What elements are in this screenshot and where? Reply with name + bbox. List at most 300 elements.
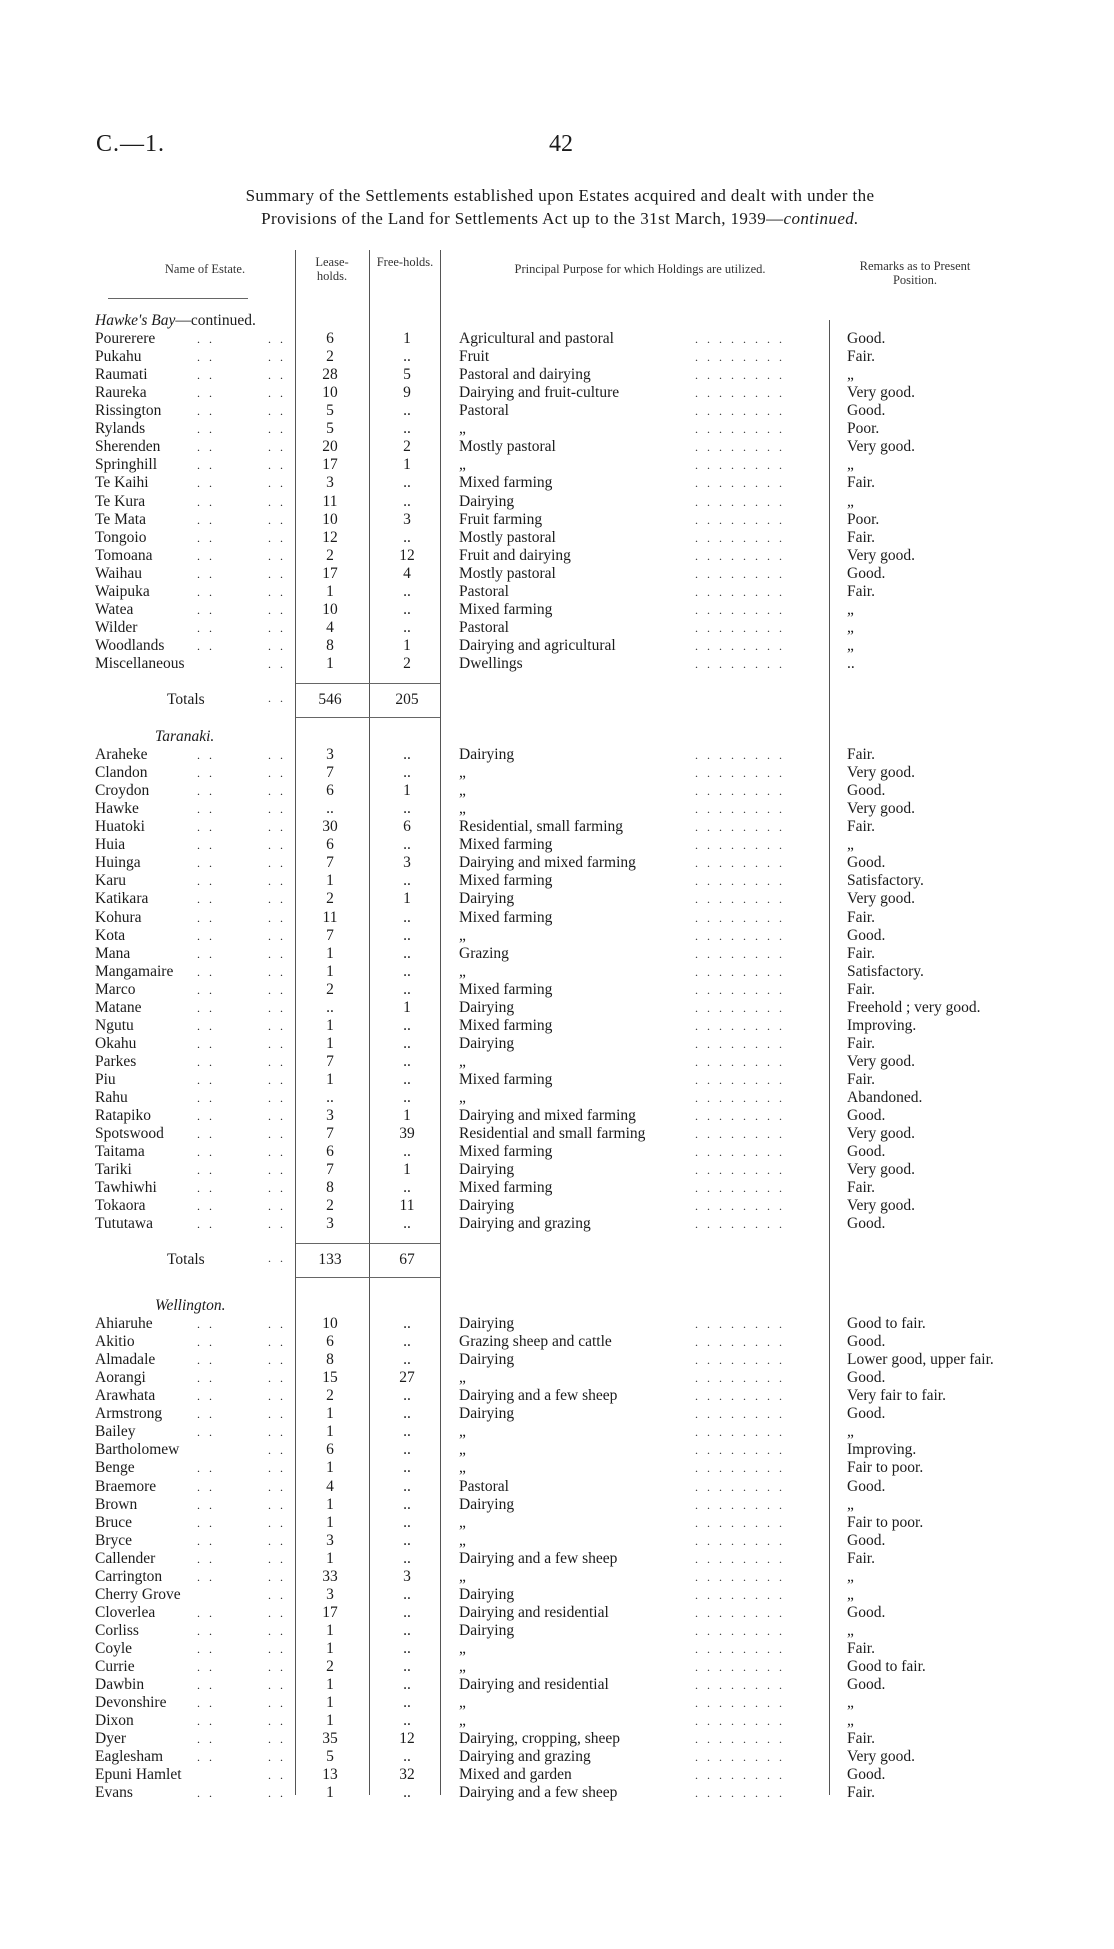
leader-dots: . . . . . . . .	[695, 928, 785, 943]
section-title	[95, 312, 256, 330]
table-row	[95, 1179, 1055, 1197]
holding-purpose: Residential, small farming	[459, 818, 624, 836]
holding-purpose: „	[459, 1369, 466, 1387]
leasehold-count: 3	[326, 1215, 334, 1233]
estate-name: Eaglesham	[95, 1748, 164, 1766]
leader-dots: . . . . . . . .	[695, 1371, 785, 1386]
leader-dots: . . . . . . . .	[695, 1407, 785, 1422]
remarks: Very good.	[847, 1197, 916, 1215]
leader-dots: . .	[268, 1407, 286, 1422]
leader-dots: . . . . . . . .	[695, 1533, 785, 1548]
leasehold-count: 4	[326, 618, 334, 636]
holding-purpose: Dwellings	[459, 654, 523, 672]
remarks: Very good.	[847, 438, 916, 456]
remarks: Good.	[847, 1676, 886, 1694]
freehold-count: 9	[403, 384, 411, 402]
freehold-count: ..	[403, 962, 411, 980]
document-title	[80, 184, 1040, 230]
leasehold-count: 1	[326, 872, 334, 890]
totals-rule-top	[296, 1243, 440, 1244]
leader-dots: . . . . . . . .	[695, 1497, 785, 1512]
leader-dots: . .	[268, 332, 286, 347]
remarks: Very good.	[847, 384, 916, 402]
leasehold-count: 1	[326, 1784, 334, 1802]
holding-purpose: Dairying	[459, 746, 515, 764]
estate-name: Armstrong	[95, 1405, 163, 1423]
estate-name: Katikara	[95, 890, 149, 908]
leader-dots: . .	[197, 1732, 215, 1747]
leader-dots: . .	[197, 1353, 215, 1368]
leasehold-count: 2	[326, 890, 334, 908]
leader-dots: . .	[268, 476, 286, 491]
freehold-count: ..	[403, 474, 411, 492]
estate-name: Evans	[95, 1784, 133, 1802]
leader-dots: . .	[268, 512, 286, 527]
remarks: „	[847, 836, 854, 854]
leader-dots: . . . . . . . .	[695, 1091, 785, 1105]
table-row	[95, 836, 1055, 854]
remarks: „	[847, 1694, 854, 1712]
table-row	[95, 474, 1055, 492]
table-row	[95, 420, 1055, 438]
remarks: Fair.	[847, 980, 875, 998]
leader-dots: . . . . . . . .	[695, 386, 785, 401]
table-row	[95, 1333, 1055, 1351]
table-row	[95, 1622, 1055, 1640]
table-row	[95, 601, 1055, 619]
leader-dots: . .	[197, 584, 215, 599]
header-rule	[108, 298, 248, 299]
remarks: Good to fair.	[847, 1315, 926, 1333]
leasehold-count: ..	[326, 1089, 334, 1106]
leader-dots: . .	[197, 476, 215, 491]
leader-dots: . .	[268, 1768, 286, 1783]
leader-dots: . . . . . . . .	[695, 964, 785, 979]
leader-dots: . .	[197, 1533, 215, 1548]
leader-dots: . .	[197, 1605, 215, 1620]
freehold-count: ..	[403, 1477, 411, 1495]
table-row	[95, 963, 1055, 981]
estate-name: Sherenden	[95, 438, 161, 456]
table-row	[95, 1071, 1055, 1089]
leader-dots: . .	[197, 1036, 215, 1051]
leader-dots: . .	[197, 1696, 215, 1711]
table-row	[95, 402, 1055, 420]
totals-freehold: 67	[399, 1251, 415, 1269]
leasehold-count: 17	[322, 564, 338, 582]
leader-dots: . . . . . . . .	[695, 766, 785, 781]
remarks: Fair.	[847, 582, 875, 600]
leasehold-count: 11	[322, 908, 338, 926]
freehold-count: ..	[403, 1585, 411, 1603]
table-row	[95, 619, 1055, 637]
remarks: Fair.	[847, 1179, 875, 1197]
column-header-leaseholds: Lease-holds.	[315, 255, 349, 283]
leader-dots: . .	[268, 838, 286, 853]
leader-dots: . . . . . . . .	[695, 1786, 785, 1801]
estate-name: Bailey	[95, 1423, 136, 1441]
leader-dots: . .	[268, 1054, 286, 1069]
leasehold-count: 13	[322, 1766, 338, 1784]
freehold-count: ..	[403, 1016, 411, 1034]
leader-dots: . .	[268, 1551, 286, 1566]
holding-purpose: Dairying and a few sheep	[459, 1784, 618, 1802]
leasehold-count: 12	[322, 528, 338, 546]
leader-dots: . .	[197, 512, 215, 527]
leader-dots: . .	[197, 766, 215, 781]
leader-dots: . .	[197, 1317, 215, 1332]
holding-purpose: „	[459, 1531, 466, 1549]
leasehold-count: 3	[326, 1107, 334, 1125]
leader-dots: . .	[268, 1750, 286, 1765]
leasehold-count: ..	[326, 998, 334, 1016]
section-title	[155, 728, 214, 746]
holding-purpose: Dairying	[459, 1405, 515, 1423]
leader-dots: . .	[268, 1696, 286, 1711]
title-line-2	[80, 207, 1040, 230]
remarks: Very good.	[847, 1125, 916, 1143]
leader-dots: . .	[268, 1181, 286, 1196]
leader-dots: . .	[197, 1497, 215, 1512]
leasehold-count: 1	[326, 1495, 334, 1513]
estate-name: Pourerere	[95, 330, 156, 348]
holding-purpose: Dairying	[459, 1621, 515, 1639]
leader-dots: . .	[197, 1425, 215, 1440]
estate-name: Benge	[95, 1459, 135, 1477]
leader-dots: . .	[268, 386, 286, 401]
leasehold-count: 1	[326, 1694, 334, 1712]
leader-dots: . .	[197, 548, 215, 563]
leader-dots: . .	[197, 1199, 215, 1214]
table-row	[95, 1586, 1055, 1604]
leasehold-count: 1	[326, 1513, 334, 1531]
holding-purpose: „	[459, 1423, 466, 1441]
leader-dots: . .	[268, 584, 286, 599]
leader-dots: . . . . . . . .	[695, 1641, 785, 1656]
title-line-1: Summary of the Settlements established upon Estates acquired and dealt with under the	[245, 186, 875, 205]
freehold-count: 12	[399, 1730, 415, 1748]
leader-dots: . . . . . . . .	[695, 548, 785, 563]
leader-dots: . .	[268, 1217, 286, 1232]
leader-dots: . . . . . . . .	[695, 1660, 785, 1674]
holding-purpose: Mixed and garden	[459, 1766, 572, 1784]
holding-purpose: „	[459, 420, 466, 438]
leader-dots: . .	[268, 566, 286, 581]
leader-dots: . .	[197, 422, 215, 437]
holding-purpose: Dairying and grazing	[459, 1748, 591, 1766]
column-header-name: Name of Estate.	[164, 262, 246, 276]
leader-dots: . .	[268, 1353, 286, 1368]
holding-purpose: Agricultural and pastoral	[459, 330, 614, 348]
table-row	[95, 1532, 1055, 1550]
title-continued: continued.	[783, 209, 859, 228]
freehold-count: 27	[399, 1369, 415, 1387]
table-row	[95, 1766, 1055, 1784]
table-row	[95, 1784, 1055, 1802]
remarks: Improving.	[847, 1016, 917, 1034]
holding-purpose: Dairying and mixed farming	[459, 1107, 636, 1125]
leader-dots: . .	[268, 748, 286, 763]
estate-name: Tariki	[95, 1161, 132, 1179]
holding-purpose: Dairying	[459, 890, 515, 908]
leader-dots: . . . . . . . .	[695, 856, 785, 871]
leader-dots: . .	[268, 494, 286, 509]
holding-purpose: Mostly pastoral	[459, 438, 556, 456]
freehold-count: 1	[403, 890, 411, 908]
leasehold-count: ..	[326, 800, 334, 818]
leader-dots: . .	[197, 1714, 215, 1729]
table-row	[95, 1496, 1055, 1514]
freehold-count: ..	[403, 1423, 411, 1441]
totals-rule-bottom	[296, 1277, 440, 1278]
leader-dots: . .	[197, 1109, 215, 1124]
leader-dots: . .	[268, 368, 286, 383]
leader-dots: . . . . . . . .	[695, 1127, 785, 1142]
remarks: „	[847, 618, 854, 636]
remarks: „	[847, 492, 854, 510]
table-row	[95, 1694, 1055, 1712]
leader-dots: . . . . . . . .	[695, 476, 785, 491]
leader-dots: . .	[197, 1217, 215, 1232]
leader-dots: . . . . . . . .	[695, 910, 785, 925]
leader-dots: . .	[268, 1569, 286, 1584]
freehold-count: ..	[403, 1179, 411, 1197]
freehold-count: ..	[403, 1531, 411, 1549]
estate-name: Rylands	[95, 420, 146, 438]
leader-dots: . .	[197, 784, 215, 799]
remarks: Very good.	[847, 800, 916, 818]
freehold-count: ..	[403, 980, 411, 998]
leader-dots: . . . . . . . .	[695, 1054, 785, 1069]
estate-name: Waipuka	[95, 582, 150, 600]
leader-dots: . . . . . . . .	[695, 512, 785, 527]
leader-dots: . . . . . . . .	[695, 1389, 785, 1404]
remarks: Good.	[847, 1369, 886, 1387]
estate-name: Tokaora	[95, 1197, 146, 1215]
holding-purpose: Mixed farming	[459, 908, 553, 926]
leasehold-count: 1	[326, 1712, 334, 1730]
freehold-count: ..	[403, 1459, 411, 1477]
leader-dots: . . . . . . . .	[695, 1145, 785, 1160]
leader-dots: . . . . . . . .	[695, 748, 785, 763]
estate-name: Tawhiwhi	[95, 1179, 157, 1197]
leader-dots: . .	[197, 802, 215, 817]
freehold-count: 1	[403, 998, 411, 1016]
leasehold-count: 33	[322, 1567, 338, 1585]
remarks: Freehold ; very good.	[847, 998, 981, 1016]
table-row	[95, 438, 1055, 456]
leader-dots: . .	[268, 910, 286, 925]
leader-dots: . .	[268, 1533, 286, 1548]
remarks: „	[847, 1567, 854, 1585]
table-row	[95, 1161, 1055, 1179]
remarks: Fair.	[847, 1639, 875, 1657]
leader-dots: . .	[268, 1623, 286, 1638]
remarks: „	[847, 1621, 854, 1639]
leader-dots: . .	[197, 1389, 215, 1404]
freehold-count: 2	[403, 438, 411, 456]
leader-dots: . .	[268, 1786, 286, 1801]
holding-purpose: Fruit and dairying	[459, 546, 571, 564]
table-row	[95, 547, 1055, 565]
table-row	[95, 637, 1055, 655]
section-suffix: —continued.	[175, 312, 256, 329]
remarks: Fair.	[847, 1730, 875, 1748]
leader-dots: . .	[268, 1371, 286, 1386]
estate-name: Matane	[95, 998, 142, 1016]
remarks: „	[847, 600, 854, 618]
leader-dots: . . . . . . . .	[695, 1335, 785, 1350]
estate-name: Bryce	[95, 1531, 133, 1549]
table-row	[95, 1748, 1055, 1766]
leader-dots: . . . . . . . .	[695, 1181, 785, 1196]
leader-dots: . . . . . . . .	[695, 332, 785, 347]
freehold-count: ..	[403, 1748, 411, 1766]
remarks: Good.	[847, 1143, 886, 1161]
leasehold-count: 28	[322, 366, 338, 384]
freehold-count: 11	[399, 1197, 415, 1215]
leader-dots: . .	[268, 620, 286, 635]
estate-name: Raumati	[95, 366, 148, 384]
estate-name: Akitio	[95, 1333, 135, 1351]
holding-purpose: Dairying and mixed farming	[459, 854, 636, 872]
estate-name: Callender	[95, 1549, 156, 1567]
leasehold-count: 2	[326, 980, 334, 998]
estate-name: Braemore	[95, 1477, 157, 1495]
remarks: Good.	[847, 1333, 886, 1351]
remarks: Satisfactory.	[847, 962, 924, 980]
leader-dots: . .	[268, 784, 286, 799]
table-row	[95, 854, 1055, 872]
holding-purpose: „	[459, 1712, 466, 1730]
leader-dots: . . . . . . . .	[695, 874, 785, 889]
leader-dots: . . . . . . . .	[695, 1461, 785, 1476]
leader-dots: . .	[268, 404, 286, 419]
table-row	[95, 384, 1055, 402]
estate-name: Dixon	[95, 1712, 134, 1730]
freehold-count: 2	[403, 654, 411, 672]
holding-purpose: Mixed farming	[459, 872, 553, 890]
leader-dots: . . . . . . . .	[695, 1353, 785, 1368]
table-row	[95, 330, 1055, 348]
leader-dots: . .	[197, 440, 215, 455]
estate-name: Te Kaihi	[95, 474, 149, 492]
leader-dots: . . . . . . . .	[695, 1000, 785, 1015]
remarks: Good.	[847, 1477, 886, 1495]
leader-dots: . .	[268, 1091, 286, 1105]
freehold-count: 3	[403, 1567, 411, 1585]
leader-dots: . .	[268, 440, 286, 455]
leader-dots: . . . . . . . .	[695, 1696, 785, 1711]
leasehold-count: 20	[322, 438, 338, 456]
table-row	[95, 583, 1055, 601]
leasehold-count: 2	[326, 1387, 334, 1405]
table-row	[95, 348, 1055, 366]
freehold-count: ..	[403, 764, 411, 782]
leader-dots: . .	[268, 1317, 286, 1332]
remarks: Fair.	[847, 818, 875, 836]
remarks: Fair.	[847, 1784, 875, 1802]
leader-dots: . .	[197, 982, 215, 997]
leasehold-count: 1	[326, 1639, 334, 1657]
leader-dots: . .	[197, 892, 215, 907]
leasehold-count: 1	[326, 1034, 334, 1052]
holding-purpose: „	[459, 782, 466, 800]
holding-purpose: Dairying	[459, 1034, 515, 1052]
leasehold-count: 7	[326, 926, 334, 944]
leader-dots: . . . . . . . .	[695, 1163, 785, 1178]
leader-dots: . .	[197, 1407, 215, 1422]
freehold-count: 1	[403, 1161, 411, 1179]
estate-name: Huinga	[95, 854, 141, 872]
leader-dots: . .	[197, 620, 215, 635]
leader-dots: . . . . . . . .	[695, 350, 785, 365]
estate-name: Te Kura	[95, 492, 146, 510]
leader-dots: . .	[268, 1000, 286, 1015]
table-row	[95, 818, 1055, 836]
holding-purpose: Grazing	[459, 944, 509, 962]
table-row	[95, 945, 1055, 963]
leader-dots: . . . . . . . .	[695, 602, 785, 617]
freehold-count: ..	[403, 908, 411, 926]
leader-dots: . .	[268, 1018, 286, 1033]
estate-name: Miscellaneous	[95, 654, 185, 672]
estate-name: Tongoio	[95, 528, 147, 546]
leader-dots: . .	[197, 1678, 215, 1693]
estate-name: Cloverlea	[95, 1603, 156, 1621]
leasehold-count: 8	[326, 1179, 334, 1197]
freehold-count: ..	[403, 872, 411, 890]
estate-name: Bartholomew	[95, 1441, 180, 1459]
leasehold-count: 10	[322, 510, 338, 528]
leader-dots: . .	[268, 1389, 286, 1404]
holding-purpose: Mixed farming	[459, 1016, 553, 1034]
leader-dots: . .	[197, 1072, 215, 1087]
table-row	[95, 1387, 1055, 1405]
estate-name: Kota	[95, 926, 126, 944]
estate-name: Rahu	[95, 1089, 128, 1106]
leader-dots: . .	[197, 910, 215, 925]
holding-purpose: Pastoral	[459, 618, 509, 636]
table-row	[95, 1550, 1055, 1568]
section-name: Hawke's Bay	[95, 312, 176, 329]
estate-name: Kohura	[95, 908, 142, 926]
leasehold-count: 7	[326, 854, 334, 872]
estate-name: Tututawa	[95, 1215, 153, 1233]
leader-dots: . .	[268, 1497, 286, 1512]
holding-purpose: Mixed farming	[459, 1179, 553, 1197]
totals-row	[95, 1251, 1055, 1269]
table-row	[95, 927, 1055, 945]
table-row	[95, 890, 1055, 908]
freehold-count: ..	[403, 528, 411, 546]
remarks: Good.	[847, 564, 886, 582]
leasehold-count: 6	[326, 836, 334, 854]
remarks: Very good.	[847, 764, 916, 782]
totals-leasehold: 133	[318, 1251, 342, 1269]
leader-dots: . . . . . . . .	[695, 1425, 785, 1440]
leader-dots: . .	[268, 1605, 286, 1620]
leader-dots: . . . . . . . .	[695, 1714, 785, 1729]
leader-dots: . .	[197, 1786, 215, 1801]
estate-name: Mangamaire	[95, 962, 174, 980]
remarks: Very good.	[847, 1052, 916, 1070]
remarks: Very good.	[847, 1161, 916, 1179]
leader-dots: . .	[268, 1443, 286, 1458]
table-row	[95, 1658, 1055, 1676]
leader-dots: . .	[268, 856, 286, 871]
remarks: Fair.	[847, 746, 875, 764]
